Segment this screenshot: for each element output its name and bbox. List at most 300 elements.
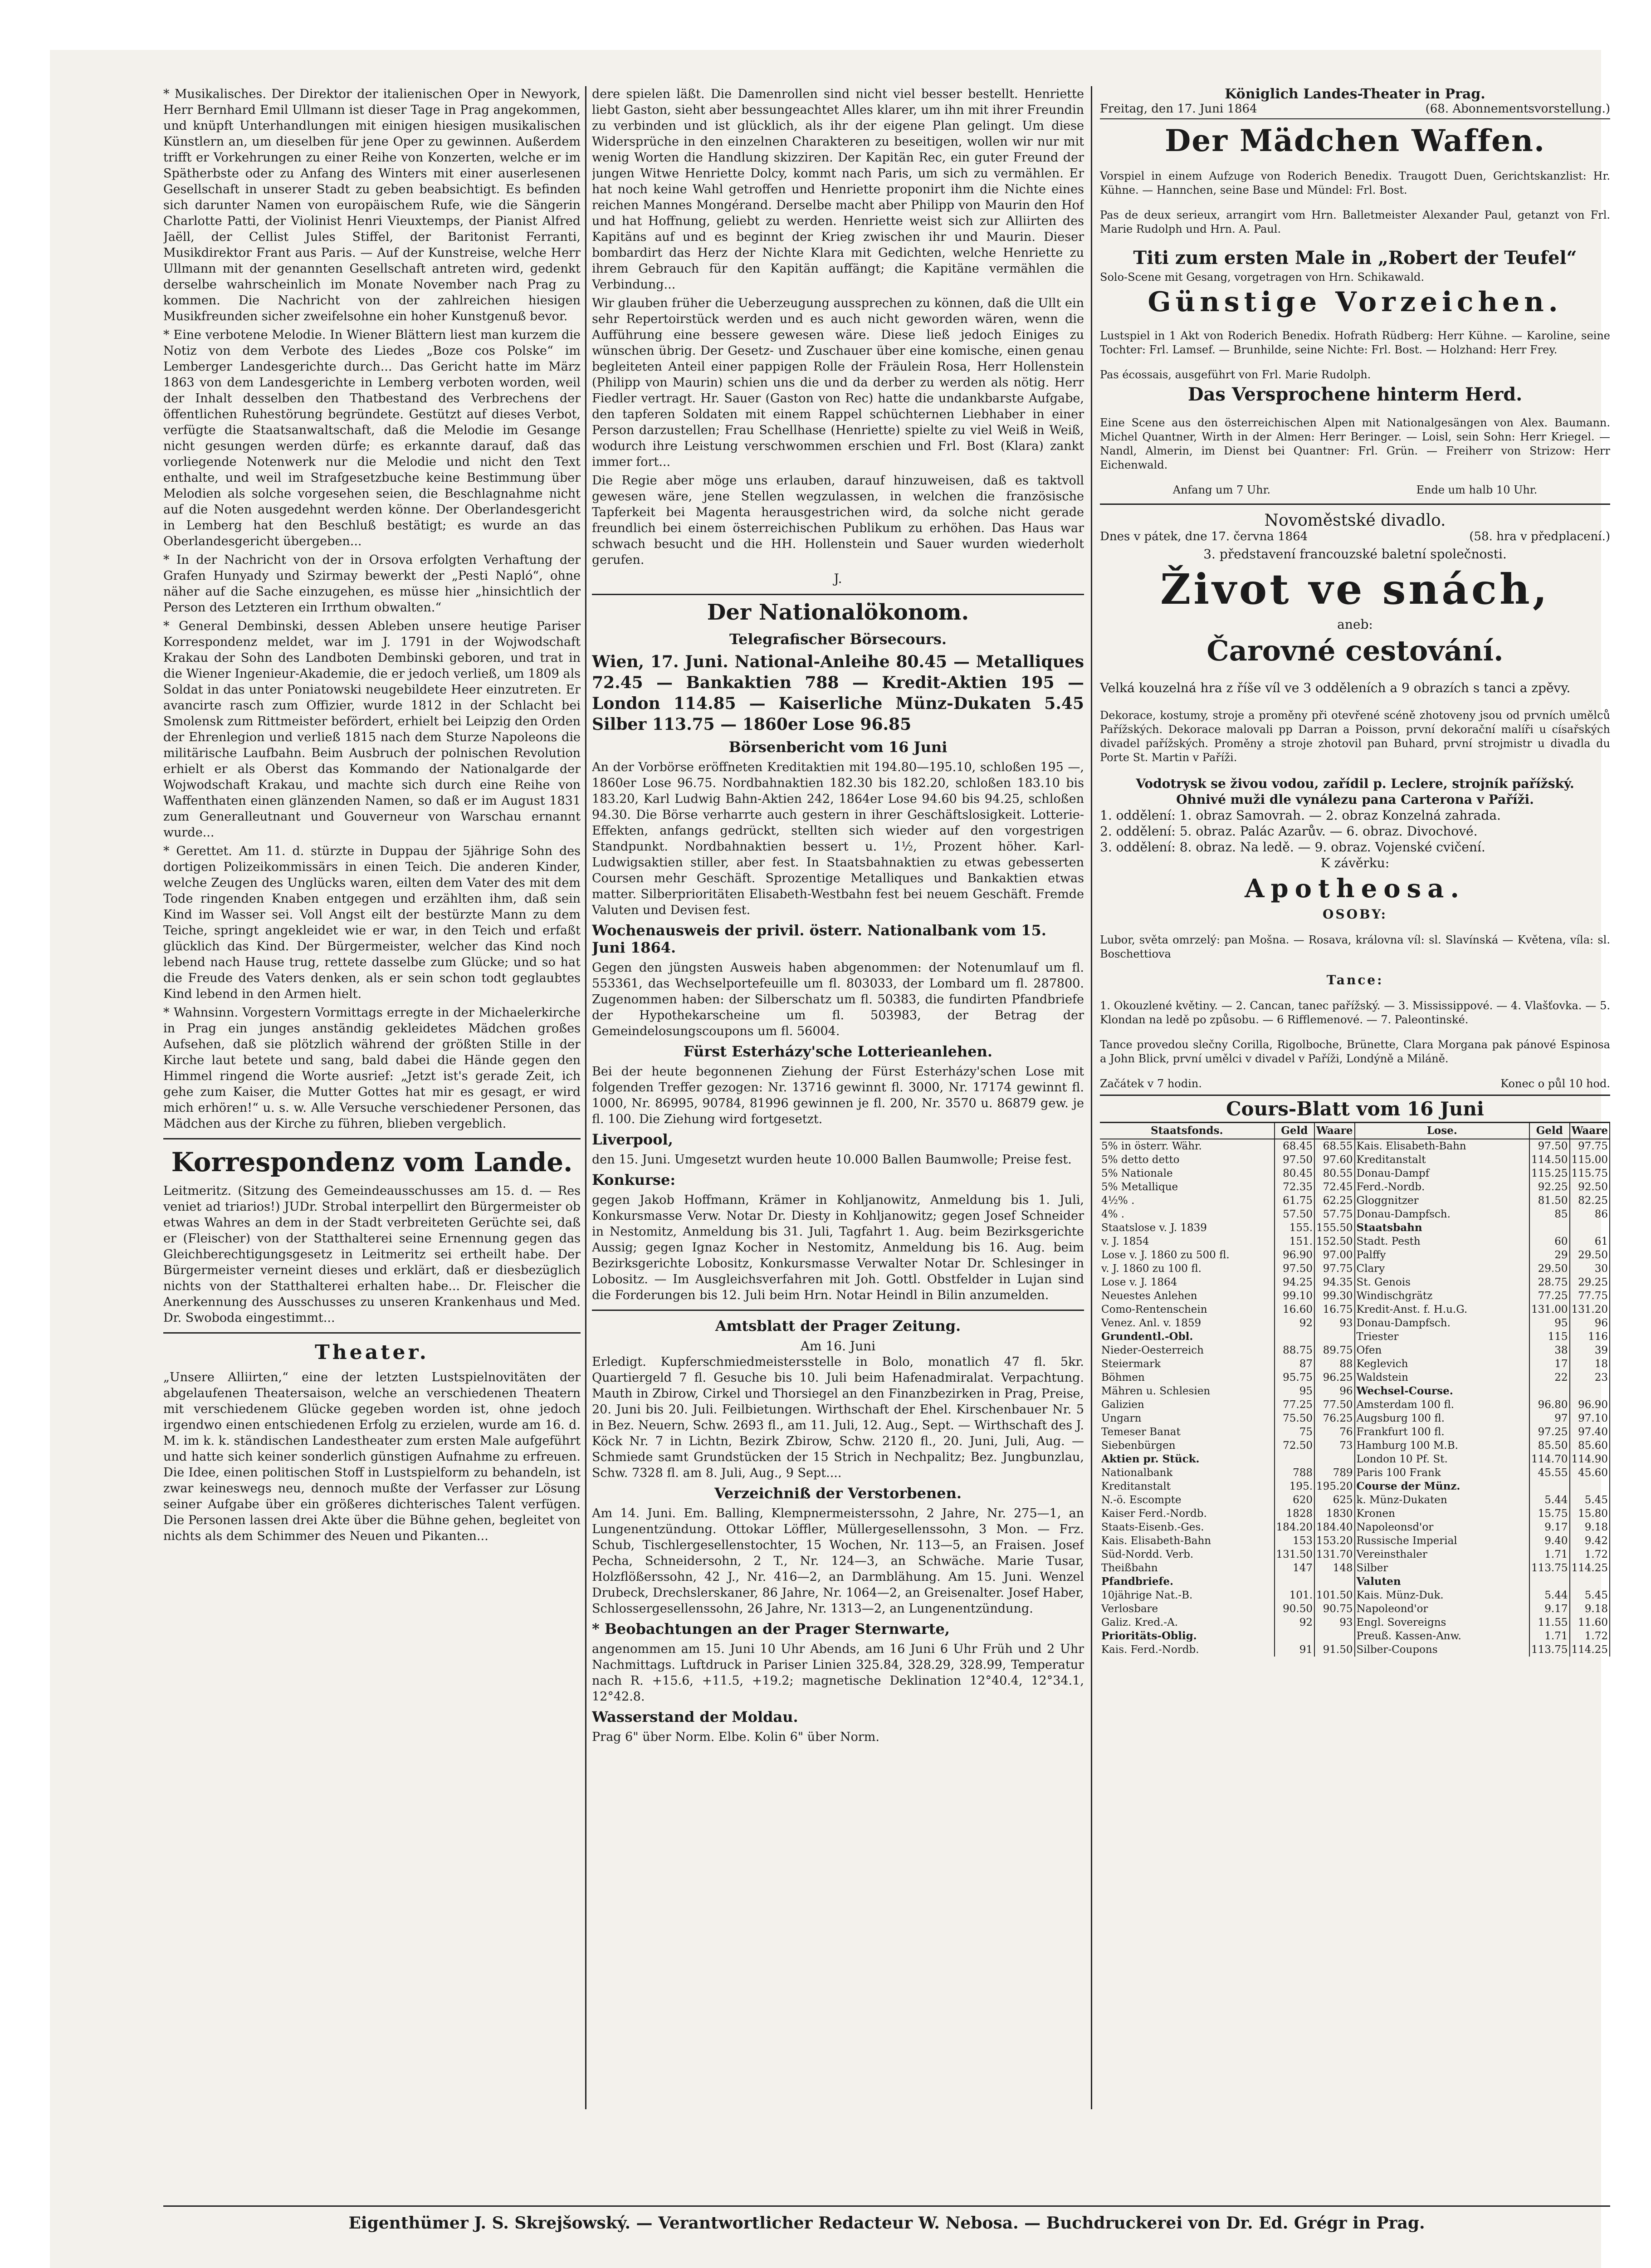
stock-geld: 155. (1275, 1221, 1314, 1235)
stock-name: 10jährige Nat.-B. (1100, 1589, 1275, 1602)
stock-ware: 85.60 (1570, 1439, 1610, 1452)
czech-aneb: aneb: (1337, 617, 1373, 632)
stock-geld: 85 (1529, 1207, 1569, 1221)
stock-geld: 87 (1275, 1357, 1314, 1371)
stock-geld: 131.00 (1529, 1303, 1569, 1316)
play-3-description: Eine Scene aus den österreichischen Alpen mit Nationalgesängen von Alex. Baumann. Michel Quantner, Wirth in der Almen: Herr Beringer. — Loisl, sein Sohn: Herr Kriegel. — Nandl, Almerin, im Dienst bei Quantner: Frl. Grün. — Freiherr von Strizow: Herr Eichenwald. (1100, 416, 1610, 471)
article-melodie: * Eine verbotene Melodie. In Wiener Blättern liest man kurzem die Notiz von dem Verbote des Liedes „Boze cos Polske“ im Lemberger Landesgerichte durch... Das Gericht hatte im März 1863 von dem Landesgerichte in Lemberg verboten worden, weil der Inhalt desselben den Thatbestand des Verbrechens der öffentlichen Ruhestörung begründete. Gestützt auf dieses Verbot, verfügte die Staatsanwaltschaft, daß die Melodie im Gesange nicht gesungen werden dürfe; es erkannte darauf, daß das vorliegende Notenwerk nur die Melodie und nicht den Text enthalte, und weil im Strafgesetzbuche keine Bestimmung über Melodien als solche vorgesehen seien, die Beschlagnahme nicht auf die Noten ausgedehnt werden könne. Der Oberlandesgericht in Lemberg hat den Beschluß bestätigt; es wurde an das Oberlandesgericht übergeben... (163, 328, 581, 548)
stock-name: Staatslose v. J. 1839 (1100, 1221, 1275, 1235)
stock-ware: 96 (1314, 1384, 1354, 1398)
stock-name: Donau-Dampfsch. (1355, 1207, 1530, 1221)
observatory-text: angenommen am 15. Juni 10 Uhr Abends, am 16 Juni 6 Uhr Früh und 2 Uhr Nachmittags. Luftdruck in Pariser Linien 325.84, 328.29, 328.99, Temperatur nach R. +15.6, +11.5, +19.2; magnetische Deklination 12°40.4, 12°34.1, 12°42.8. (592, 1642, 1084, 1704)
stock-name: Triester (1355, 1330, 1530, 1344)
stock-row (1355, 1194, 1610, 1207)
stock-ware: 61 (1570, 1235, 1610, 1248)
stock-row (1355, 1262, 1610, 1276)
stock-ware: 625 (1314, 1493, 1354, 1507)
stock-geld: 113.75 (1529, 1643, 1569, 1657)
section-title-economist: Der Nationalökonom. (592, 594, 1084, 625)
column-rule-1 (585, 86, 586, 2109)
stock-row (1100, 1589, 1355, 1602)
stock-row (1355, 1235, 1610, 1248)
stock-row (1355, 1357, 1610, 1371)
stock-geld (1275, 1575, 1314, 1589)
stock-geld: 57.50 (1275, 1207, 1314, 1221)
nove-date: Dnes v pátek, dne 17. června 1864 (1100, 530, 1308, 543)
czech-conclusion: K závěrku: (1320, 855, 1390, 870)
stock-ware (1314, 1575, 1354, 1589)
czech-part-1: 1. oddělení: 1. obraz Samovrah. — 2. obraz Konzelná zahrada. (1100, 808, 1501, 823)
konkurs-report: gegen Jakob Hoffmann, Krämer in Kohljanowitz, Anmeldung bis 1. Juli, Konkursmasse Verw. Notar Dr. Diesty in Kohljanowitz; gegen Josef Schneider in Nestomitz, Anmeldung bis 31. Juli, Tagfahrt 1. Aug. beim Bezirksgerichte Aussig; gegen Ignaz Kocher in Nestomitz, Anmeldung bis 16. Aug. beim Bezirksgerichte Lobositz, Konkursmasse Verwalter Notar Dr. Schlesinger in Lobositz. — Im Ausgleichsverfahren mit Joh. Gottl. Obstfelder in Lujan sind die Forderungen bis 12. Juli beim Hrn. Notar Heindl in Bilin anzumelden. (592, 1193, 1084, 1302)
deaths-text: Am 14. Juni. Em. Balling, Klempnermeisterssohn, 2 Jahre, Nr. 275—1, an Lungenentzündung. Ottokar Löffler, Müllergesellenssohn, 3 Mon. — Frz. Schub, Tischlergesellenstochter, 15 Wochen, Nr. 113—5, an Fraisen. Josef Pecha, Schneidersohn, 2 T., Nr. 124—3, an Schwäche. Marie Tusar, Holzflößerssohn, 42 J., Nr. 416—2, an Darmblähung. Am 15. Juni. Wenzel Drubeck, Drechslerskaner, 86 Jahre, Nr. 1064—2, an Greisenalter. Josef Haber, Schlossergesellenssohn, 26 Jahre, Nr. 1313—2, an Lungenentzündung. (592, 1506, 1084, 1616)
czech-part-3: 3. oddělení: 8. obraz. Na ledě. — 9. obraz. Vojenské cvičení. (1100, 840, 1485, 855)
amtsblatt-date: Am 16. Juni (800, 1339, 876, 1354)
stock-ware: 1.72 (1570, 1548, 1610, 1561)
stock-name: Windischgrätz (1355, 1289, 1530, 1303)
dances-heading: Tance: (1326, 973, 1384, 987)
stock-row (1100, 1248, 1355, 1262)
stock-geld: 97.50 (1275, 1262, 1314, 1276)
stock-name: Pfandbriefe. (1100, 1575, 1275, 1589)
stock-name: Aktien pr. Stück. (1100, 1452, 1275, 1466)
stock-row (1100, 1344, 1355, 1357)
stock-row (1100, 1412, 1355, 1425)
stock-row (1355, 1561, 1610, 1575)
stock-row (1100, 1548, 1355, 1561)
nove-theatre-title: Novoměstské divadlo. (1264, 511, 1446, 530)
stock-geld: 115.25 (1529, 1167, 1569, 1180)
stock-geld: 72.50 (1275, 1439, 1314, 1452)
stock-row (1100, 1452, 1355, 1466)
stock-geld: 38 (1529, 1344, 1569, 1357)
stock-name: Prioritäts-Oblig. (1100, 1629, 1275, 1643)
bank-report: Gegen den jüngsten Ausweis haben abgenommen: der Notenumlauf um fl. 553361, das Wechselportefeuille um fl. 803033, der Lombard um fl. 287800. Zugenommen haben: der Silberschatz um fl. 50383, die fundirten Pfandbriefe der Hypothekarscheine um fl. 503983, der Betrag der Gemeindelosungscoupons um fl. 56004. (592, 961, 1084, 1038)
stock-ware: 29.50 (1570, 1248, 1610, 1262)
stock-ware: 97.75 (1570, 1139, 1610, 1153)
stock-ware: 116 (1570, 1330, 1610, 1344)
stock-ware (1570, 1221, 1610, 1235)
observatory-title: * Beobachtungen an der Prager Sternwarte, (592, 1620, 950, 1637)
czech-times (1100, 1077, 1610, 1091)
article-theater-cont3: Die Regie aber möge uns erlauben, darauf hinzuweisen, daß es taktvoll gewesen wäre, jene Stellen wegzulassen, in welchen die französische Tapferkeit bei Magenta herausgestrichen wird, da solche nicht gerade freundlich bei einem österreichischen Publikum zu erhöhen. Das Haus war schwach besucht und die HH. Hollenstein und Sauer wurden wiederholt gerufen. (592, 474, 1084, 567)
stock-name: Preuß. Kassen-Anw. (1355, 1629, 1530, 1643)
stock-name: Silber (1355, 1561, 1530, 1575)
nove-show: 3. představení francouzské baletní společnosti. (1203, 547, 1507, 562)
stock-name: Paris 100 Frank (1355, 1466, 1530, 1480)
play-1-dance: Pas de deux serieux, arrangirt vom Hrn. Balletmeister Alexander Paul, getanzt von Frl. Marie Rudolph und Hrn. A. Paul. (1100, 209, 1610, 235)
stock-table-left (1100, 1123, 1355, 1657)
theatre-date: Freitag, den 17. Juni 1864 (1100, 102, 1257, 116)
stock-col-name: Lose. (1355, 1123, 1530, 1139)
stock-row (1355, 1439, 1610, 1452)
stock-geld: 61.75 (1275, 1194, 1314, 1207)
stock-ware: 72.45 (1314, 1180, 1354, 1194)
stock-ware: 62.25 (1314, 1194, 1354, 1207)
stock-ware: 39 (1570, 1344, 1610, 1357)
stock-geld: 96.90 (1275, 1248, 1314, 1262)
stock-row (1100, 1153, 1355, 1167)
stock-name: Siebenbürgen (1100, 1439, 1275, 1452)
stock-name: Galiz. Kred.-A. (1100, 1616, 1275, 1629)
stock-row (1100, 1602, 1355, 1616)
play-1-music: Titi zum ersten Male in „Robert der Teufel“ (1133, 247, 1577, 269)
stock-row (1355, 1289, 1610, 1303)
stock-geld: 195. (1275, 1480, 1314, 1493)
water-title: Wasserstand der Moldau. (592, 1708, 798, 1725)
stock-row (1355, 1276, 1610, 1289)
stock-row (1355, 1412, 1610, 1425)
stock-name: Clary (1355, 1262, 1530, 1276)
czech-credits: Dekorace, kostumy, stroje a proměny při otevřené scéně zhotoveny jsou od prvních umělců Pařížských. Dekorace malovali pp Darran a Poisson, první dekorační malíři u císařských divadel pařížských. Proměny a stroje zhotovil pan Buhard, první strojmistr u divadla du Porte St. Martin v Paříži. (1100, 709, 1610, 764)
stock-geld: 95 (1529, 1316, 1569, 1330)
nove-subscription: (58. hra v předplacení.) (1469, 530, 1610, 543)
stock-row (1100, 1643, 1355, 1657)
stock-name: 5% detto detto (1100, 1153, 1275, 1167)
stock-ware: 93 (1314, 1616, 1354, 1629)
stock-name: v. J. 1854 (1100, 1235, 1275, 1248)
stock-geld: 75.50 (1275, 1412, 1314, 1425)
stock-ware: 97.10 (1570, 1412, 1610, 1425)
stock-row (1355, 1589, 1610, 1602)
stock-geld: 97 (1529, 1412, 1569, 1425)
stock-ware (1314, 1452, 1354, 1466)
stock-name: Mähren u. Schlesien (1100, 1384, 1275, 1398)
stock-row (1100, 1221, 1355, 1235)
stock-ware: 97.60 (1314, 1153, 1354, 1167)
stock-row (1355, 1629, 1610, 1643)
stock-ware: 90.75 (1314, 1602, 1354, 1616)
stock-ware: 30 (1570, 1262, 1610, 1276)
stock-name: Verlosbare (1100, 1602, 1275, 1616)
stock-geld: 1.71 (1529, 1629, 1569, 1643)
stock-row (1355, 1398, 1610, 1412)
stock-row (1355, 1330, 1610, 1344)
stock-geld: 92 (1275, 1616, 1314, 1629)
stock-row (1100, 1371, 1355, 1384)
konkurs-title: Konkurse: (592, 1171, 676, 1188)
article-theater-cont2: Wir glauben früher die Ueberzeugung aussprechen zu können, daß die Ullt ein sehr Repertoirstück werden und es auch nicht geworden wären, wenn die Aufführung eine bessere gewesen wäre. Diese ließ jedoch Einiges zu wünschen übrig. Der Gesetz- und Zuschauer über eine komische, einen genau begleiteten Anteil einer pappigen Rolle der Fräulein Rosa, Herr Hollenstein (Philipp von Maurin) schien uns die und da derber zu werden als nötig. Herr Fiedler vertragt. Hr. Sauer (Gaston von Rec) hatte die undankbarste Aufgabe, den tapferen Soldaten mit einem Rappel schüchternen Liebhaber in einer Person darzustellen; Frau Schellhase (Henriette) spielte zu viel Weiß in Weiß, wodurch ihre Leistung verschwommen erschien und Frl. Bost (Klara) zankt immer fort... (592, 296, 1084, 469)
stock-geld: 1.71 (1529, 1548, 1569, 1561)
stock-name: Nieder-Oesterreich (1100, 1344, 1275, 1357)
stock-geld: 9.17 (1529, 1602, 1569, 1616)
stock-geld: 75 (1275, 1425, 1314, 1439)
stock-ware (1570, 1480, 1610, 1493)
stock-row (1355, 1316, 1610, 1330)
stock-name: Hamburg 100 M.B. (1355, 1439, 1530, 1452)
stock-geld: 81.50 (1529, 1194, 1569, 1207)
stock-ware: 1830 (1314, 1507, 1354, 1520)
stock-row (1100, 1398, 1355, 1412)
czech-end-time: Konec o půl 10 hod. (1500, 1077, 1610, 1090)
stock-row (1100, 1180, 1355, 1194)
stock-geld: 114.50 (1529, 1153, 1569, 1167)
stock-name: 4½% . (1100, 1194, 1275, 1207)
footer-rule (163, 2205, 1610, 2207)
stock-geld: 147 (1275, 1561, 1314, 1575)
czech-description: Velká kouzelná hra z říše víl ve 3 odděleních a 9 obrazích s tanci a zpěvy. (1100, 680, 1571, 695)
bourse-report: An der Vorbörse eröffneten Kreditaktien mit 194.80—195.10, schloßen 195 —, 1860er Lose 96.75. Nordbahnaktien 182.30 bis 182.20, schloßen 183.10 bis 183.20, Karl Ludwig Bahn-Aktien 242, 1864er Lose 94.60 bis 94.25, schloßen 94.30. Die Börse verharrte auch gestern in ihrer Geschäftslosigkeit. Lotterie-Effekten, anfangs gedrückt, stellten sich wieder auf den vorgestrigen Standpunkt. Nordbahnaktien bessert u. 1½, Prozent höher. Karl-Ludwigsaktien stiller, aber fest. In Staatsbahnaktien zu etwas gebesserten Coursen mehr Geschäft. Sprozentige Metalliques und Bankaktien etwas matter. Silberprioritäten Elisabeth-Westbahn fest bei neuem Geschäft. Fremde Valuten und Devisen fest. (592, 760, 1084, 917)
stock-name: Lose v. J. 1864 (1100, 1276, 1275, 1289)
stock-name: Silber-Coupons (1355, 1643, 1530, 1657)
play-3-times (1100, 483, 1610, 497)
stock-row (1100, 1575, 1355, 1589)
stock-ware: 97.40 (1570, 1425, 1610, 1439)
stock-geld: 72.35 (1275, 1180, 1314, 1194)
imprint-footer: Eigenthümer J. S. Skrejšowský. — Verantwortlicher Redacteur W. Nebosa. — Buchdruckerei von Dr. Ed. Grégr in Prag. (348, 2214, 1425, 2233)
stock-ware: 15.80 (1570, 1507, 1610, 1520)
stock-geld: 92.25 (1529, 1180, 1569, 1194)
stock-name: Como-Rentenschein (1100, 1303, 1275, 1316)
stock-ware: 94.35 (1314, 1276, 1354, 1289)
stock-name: Engl. Sovereigns (1355, 1616, 1530, 1629)
stock-name: Donau-Dampfsch. (1355, 1316, 1530, 1330)
stock-row (1100, 1425, 1355, 1439)
stock-geld: 80.45 (1275, 1167, 1314, 1180)
stock-ware: 131.20 (1570, 1303, 1610, 1316)
stock-col-ware: Waare (1314, 1123, 1354, 1139)
stock-geld: 5.44 (1529, 1589, 1569, 1602)
stock-geld: 101. (1275, 1589, 1314, 1602)
stock-ware (1570, 1384, 1610, 1398)
dances-list: 1. Okouzlené květiny. — 2. Cancan, tanec pařížský. — 3. Mississippové. — 4. Vlašťovka. — 5. Klondan na ledě po způsobu. — 6 Rifflemenové. — 7. Paleontinské. (1100, 999, 1610, 1026)
play-1-description: Vorspiel in einem Aufzuge von Roderich Benedix. Traugott Duen, Gerichtskanzlist: Hr. Kühne. — Hannchen, seine Base und Mündel: Frl. Bost. (1100, 170, 1610, 196)
stock-geld: 28.75 (1529, 1276, 1569, 1289)
section-title-correspondence: Korrespondenz vom Lande. (171, 1147, 573, 1178)
stock-row (1100, 1330, 1355, 1344)
play-1-music-desc: Solo-Scene mit Gesang, vorgetragen von Hrn. Schikawald. (1100, 271, 1425, 284)
stock-ware: 114.90 (1570, 1452, 1610, 1466)
stock-geld: 620 (1275, 1493, 1314, 1507)
stock-geld: 29.50 (1529, 1262, 1569, 1276)
stock-ware: 86 (1570, 1207, 1610, 1221)
stock-row (1100, 1276, 1355, 1289)
stock-ware: 96.25 (1314, 1371, 1354, 1384)
stock-geld: 96.80 (1529, 1398, 1569, 1412)
column-left (163, 86, 581, 2209)
liverpool-report: den 15. Juni. Umgesetzt wurden heute 10.000 Ballen Baumwolle; Preise fest. (592, 1153, 1072, 1167)
stock-name: Kredit-Anst. f. H.u.G. (1355, 1303, 1530, 1316)
stock-name: Ofen (1355, 1344, 1530, 1357)
stock-row (1100, 1466, 1355, 1480)
stock-name: Ungarn (1100, 1412, 1275, 1425)
stock-ware: 1.72 (1570, 1629, 1610, 1643)
stock-geld (1529, 1384, 1569, 1398)
stock-geld: 97.50 (1529, 1139, 1569, 1153)
czech-start-time: Začátek v 7 hodin. (1100, 1077, 1202, 1090)
stock-name: Course der Münz. (1355, 1480, 1530, 1493)
stock-geld: 97.50 (1275, 1153, 1314, 1167)
stock-row (1355, 1248, 1610, 1262)
stock-geld: 114.70 (1529, 1452, 1569, 1466)
stock-name: Lose v. J. 1860 zu 500 fl. (1100, 1248, 1275, 1262)
stock-row (1355, 1384, 1610, 1398)
stock-name: Kaiser Ferd.-Nordb. (1100, 1507, 1275, 1520)
article-theater-cont: dere spielen läßt. Die Damenrollen sind nicht viel besser bestellt. Henriette liebt Gaston, sieht aber bessungeachtet Alles klarer, um ihn mit ihrer Freundin zu verbinden und ist glücklich, als ihr der eigene Plan gelingt. Um diese Widersprüche in den einzelnen Charakteren zu beseitigen, wollen wir nur mit wenig Worten die Handlung skizziren. Der Kapitän Rec, ein guter Freund der jungen Witwe Henriette Dolcy, kommt nach Paris, um sich zu vermählen. Er hat noch keine Wahl getroffen und Henriette proponirt ihm die Nichte eines reichen Mannes Mongérand. Derselbe macht aber Philipp von Maurin den Hof und hat Hoffnung, geliebt zu werden. Henriette weist sich zur Alliirten des Kapitäns auf und es beginnt der Krieg zwischen ihr und Maurin. Dieser bombardirt das Herz der Nichte Klara mit Gedichten, welche Henriette zu ihrem Gebrauch für den Kapitän auffängt; die Kapitäne vermählen die Verbindung... (592, 87, 1084, 292)
stock-row (1355, 1466, 1610, 1480)
stock-ware: 89.75 (1314, 1344, 1354, 1357)
stock-row (1100, 1534, 1355, 1548)
stock-geld: 11.55 (1529, 1616, 1569, 1629)
stock-row (1100, 1167, 1355, 1180)
stock-name: Wechsel-Course. (1355, 1384, 1530, 1398)
stock-ware: 99.30 (1314, 1289, 1354, 1303)
stock-row (1355, 1602, 1610, 1616)
stock-name: Staats-Eisenb.-Ges. (1100, 1520, 1275, 1534)
stock-ware (1314, 1629, 1354, 1643)
column-right (1100, 86, 1610, 2209)
section-title-theater: Theater. (314, 1341, 429, 1364)
stock-col-geld: Geld (1529, 1123, 1569, 1139)
stock-geld: 95 (1275, 1384, 1314, 1398)
stock-ware: 131.70 (1314, 1548, 1354, 1561)
stock-ware: 18 (1570, 1357, 1610, 1371)
stock-name: Böhmen (1100, 1371, 1275, 1384)
stock-name: Neuestes Anlehen (1100, 1289, 1275, 1303)
stock-table-title: Cours-Blatt vom 16 Juni (1100, 1095, 1610, 1123)
stock-geld: 788 (1275, 1466, 1314, 1480)
stock-geld: 45.55 (1529, 1466, 1569, 1480)
stock-col-ware: Waare (1570, 1123, 1610, 1139)
stock-row (1100, 1316, 1355, 1330)
czech-fountain: Vodotrysk se živou vodou, zařídil p. Leclere, strojník pařížský. (1136, 776, 1574, 791)
stock-row (1355, 1507, 1610, 1520)
stock-name: Napoleond'or (1355, 1602, 1530, 1616)
stock-ware: 93 (1314, 1316, 1354, 1330)
divider (1100, 503, 1610, 505)
stock-geld: 184.20 (1275, 1520, 1314, 1534)
stock-geld: 60 (1529, 1235, 1569, 1248)
stock-ware: 155.50 (1314, 1221, 1354, 1235)
stock-ware: 9.18 (1570, 1602, 1610, 1616)
stock-name: Süd-Nordd. Verb. (1100, 1548, 1275, 1561)
stock-geld: 113.75 (1529, 1561, 1569, 1575)
stock-ware: 23 (1570, 1371, 1610, 1384)
stock-name: Galizien (1100, 1398, 1275, 1412)
stock-ware: 114.25 (1570, 1643, 1610, 1657)
stock-row (1100, 1384, 1355, 1398)
stock-name: Ferd.-Nordb. (1355, 1180, 1530, 1194)
stock-row (1100, 1207, 1355, 1221)
play-start-time: Anfang um 7 Uhr. (1172, 484, 1271, 496)
stock-row (1355, 1493, 1610, 1507)
stock-ware: 80.55 (1314, 1167, 1354, 1180)
stock-geld (1275, 1330, 1314, 1344)
stock-ware: 76.25 (1314, 1412, 1354, 1425)
stock-geld: 1828 (1275, 1507, 1314, 1520)
czech-subtitle: Čarovné cestování. (1206, 634, 1504, 667)
stock-geld: 94.25 (1275, 1276, 1314, 1289)
amtsblatt-text: Erledigt. Kupferschmiedmeistersstelle in Bolo, monatlich 47 fl. 5kr. Quartiergeld 7 fl. Gesuche bis 10. Juli beim Hafenadmiralat. Verpachtung. Mauth in Zbirow, Cirkel und Thorsiegel an den Finanzbezirken in Prag, Preise, 20. Juni bis 20. Juli. Feilbietungen. Wirthschaft der Ehel. Kirschenbauer Nr. 5 in Bez. Neuern, Schw. 2693 fl., am 11. Juli, 12. Aug., Sept. — Wirthschaft des J. Köck Nr. 7 in Lichtn, Bezirk Zbirow, Schw. 2120 fl., 20. Juni, Juli, Aug. — Schmiede samt Grundstücken der 15 Strich in Nechpalitz; Bez. Jungbunzlau, Schw. 7328 fl. am 8. Juli, Aug., 9 Sept.... (592, 1355, 1084, 1480)
czech-title: Život ve snách, (1160, 565, 1550, 614)
stock-name: Kronen (1355, 1507, 1530, 1520)
stock-col-geld: Geld (1275, 1123, 1314, 1139)
nove-date-line (1100, 530, 1610, 546)
article-orsova: * In der Nachricht von der in Orsova erfolgten Verhaftung der Grafen Hunyady und Szirmay bewerkt der „Pesti Napló“, ohne näher auf die Sache einzugehen, es müsse hier „hinsichtlich der Person des Letzteren ein Irrthum obwalten.“ (163, 553, 581, 615)
stock-geld: 77.25 (1275, 1398, 1314, 1412)
stock-row (1100, 1303, 1355, 1316)
stock-name: Kreditanstalt (1100, 1480, 1275, 1493)
stock-geld: 99.10 (1275, 1289, 1314, 1303)
stock-ware: 153.20 (1314, 1534, 1354, 1548)
theatre-date-line (1100, 102, 1610, 119)
stock-name: Palffy (1355, 1248, 1530, 1262)
stock-row (1355, 1480, 1610, 1493)
stock-ware (1570, 1575, 1610, 1589)
article-wahnsinn: * Wahnsinn. Vorgestern Vormittags erregte in der Michaelerkirche in Prag ein junges anständig gekleidetes Mädchen großes Aufsehen, daß sie plötzlich während der größten Stille in der Kirche laut betete und sang, bald dabei die Hände gegen den Himmel ringend die Worte ausrief: „Jetzt ist's gerade Zeit, ich gehe zum Kaiser, die Mutter Gottes hat mir es gesagt, er wird mich erhören!“ u. s. w. Alle Versuche verschiedener Personen, das Mädchen aus der Kirche zu führen, blieben vergeblich. (163, 1006, 581, 1131)
lottery-title: Fürst Esterházy'sche Lotterieanlehen. (683, 1043, 993, 1060)
stock-geld: 92 (1275, 1316, 1314, 1330)
stock-ware: 101.50 (1314, 1589, 1354, 1602)
divider (592, 1310, 1084, 1311)
theatre-subscription: (68. Abonnementsvorstellung.) (1425, 102, 1610, 116)
article-music: * Musikalisches. Der Direktor der italienischen Oper in Newyork, Herr Bernhard Emil Ullmann ist dieser Tage in Prag angekommen, und knüpft Unterhandlungen mit einigen hiesigen musikalischen Künstlern an, um dieselben für jene Oper zu gewinnen. Außerdem trifft er Vorkehrungen zu einer Reihe von Konzerten, welche er im Spätherbste oder zu Anfang des Winters mit einer auserlesenen Gesellschaft in unserer Stadt zu geben beabsichtigt. Es befinden sich darunter Namen von europäischem Rufe, wie die Sängerin Charlotte Patti, der Violinist Henri Vieuxtemps, der Pianist Alfred Jaëll, der Cellist Jules Stiffel, der Baritonist Ferranti, Musikdirektor Frant aus Paris. — Auf der Kunstreise, welche Herr Ullmann mit der genannten Gesellschaft antreten wird, gedenkt derselbe wahrscheinlich im Monate November nach Prag zu kommen. Die Nachricht von der zahlreichen hiesigen Musikfreunden sicher zweifelsohne ein hoher Kunstgenuß bevor. (163, 87, 581, 323)
stock-geld: 153 (1275, 1534, 1314, 1548)
play-2-dance: Pas écossais, ausgeführt von Frl. Marie Rudolph. (1100, 368, 1371, 381)
stock-name: Venez. Anl. v. 1859 (1100, 1316, 1275, 1330)
stock-geld: 29 (1529, 1248, 1569, 1262)
liverpool-title: Liverpool, (592, 1131, 673, 1148)
stock-ware: 96.90 (1570, 1398, 1610, 1412)
stock-geld: 15.75 (1529, 1507, 1569, 1520)
stock-name: Kreditanstalt (1355, 1153, 1530, 1167)
stock-row (1355, 1371, 1610, 1384)
play-title-1: Der Mädchen Waffen. (1165, 123, 1545, 158)
bank-title: Wochenausweis der privil. österr. Nationalbank vom 15. Juni 1864. (592, 922, 1046, 956)
stock-name: Staatsbahn (1355, 1221, 1530, 1235)
stock-name: v. J. 1860 zu 100 fl. (1100, 1262, 1275, 1276)
play-title-3: Das Versprochene hinterm Herd. (1187, 384, 1523, 405)
stock-row (1355, 1425, 1610, 1439)
telegraph-quotes: Wien, 17. Juni. National-Anleihe 80.45 — Metalliques 72.45 — Bankaktien 788 — Kredit-Aktien 195 — London 114.85 — Kaiserliche Münz-Dukaten 5.45 Silber 113.75 — 1860er Lose 96.85 (592, 652, 1084, 734)
stock-geld: 9.40 (1529, 1534, 1569, 1548)
stock-geld: 9.17 (1529, 1520, 1569, 1534)
stock-geld (1529, 1480, 1569, 1493)
stock-ware: 114.25 (1570, 1561, 1610, 1575)
czech-part-2: 2. oddělení: 5. obraz. Palác Azarův. — 6. obraz. Divochové. (1100, 824, 1478, 839)
czech-fire: Ohnivé muži dle vynálezu pana Carterona v Paříži. (1176, 792, 1534, 807)
stock-name: Temeser Banat (1100, 1425, 1275, 1439)
stock-geld (1529, 1575, 1569, 1589)
stock-name: Gloggnitzer (1355, 1194, 1530, 1207)
stock-row (1100, 1507, 1355, 1520)
stock-geld: 95.75 (1275, 1371, 1314, 1384)
deaths-title: Verzeichniß der Verstorbenen. (714, 1485, 962, 1502)
stock-geld: 85.50 (1529, 1439, 1569, 1452)
stock-name: 5% in österr. Währ. (1100, 1139, 1275, 1153)
stock-ware: 115.00 (1570, 1153, 1610, 1167)
stock-row (1100, 1561, 1355, 1575)
stock-name: Vereinsthaler (1355, 1548, 1530, 1561)
stock-name: Keglevich (1355, 1357, 1530, 1371)
stock-row (1100, 1616, 1355, 1629)
stock-name: Kais. Ferd.-Nordb. (1100, 1643, 1275, 1657)
stock-row (1100, 1520, 1355, 1534)
stock-row (1355, 1575, 1610, 1589)
stock-name: Stadt. Pesth (1355, 1235, 1530, 1248)
article-dembinski: * General Dembinski, dessen Ableben unsere heutige Pariser Korrespondenz meldet, war im J. 1791 in der Wojwodschaft Krakau der Sohn des Landboten Dembinski geboren, und trat in die Wiener Ingenieur-Akademie, die er jedoch verließ, um 1809 als Soldat in das unter Poniatowski neugebildete Heer einzutreten. Er avancirte rasch zum Offizier, wurde 1812 in der Schlacht bei Smolensk zum Rittmeister befördert, erhielt bei Leipzig den Orden der Ehrenlegion und verließ 1815 nach dem Sturze Napoleons die militärische Laufbahn. Beim Ausbruch der polnischen Revolution erhielt er als Oberst das Kommando der Nationalgarde der Wojwodschaft Krakau, und machte sich durch eine Reihe von Waffenthaten einen glänzenden Namen, so daß er im August 1831 zum Generalleutnant und Gouverneur von Warschau ernannt wurde... (163, 619, 581, 840)
theatre-title: Königlich Landes-Theater in Prag. (1225, 86, 1485, 102)
stock-row (1100, 1493, 1355, 1507)
stock-ware: 5.45 (1570, 1493, 1610, 1507)
stock-ware (1314, 1330, 1354, 1344)
stock-name: St. Genois (1355, 1276, 1530, 1289)
bourse-title: Börsenbericht vom 16 Juni (728, 738, 948, 756)
cast-list: Lubor, světa omrzelý: pan Mošna. — Rosava, královna víl: sl. Slavínská — Květena, víla: sl. Boschettiova (1100, 934, 1610, 960)
stock-row (1355, 1139, 1610, 1153)
stock-ware: 77.50 (1314, 1398, 1354, 1412)
stock-row (1100, 1439, 1355, 1452)
stock-ware: 184.40 (1314, 1520, 1354, 1534)
